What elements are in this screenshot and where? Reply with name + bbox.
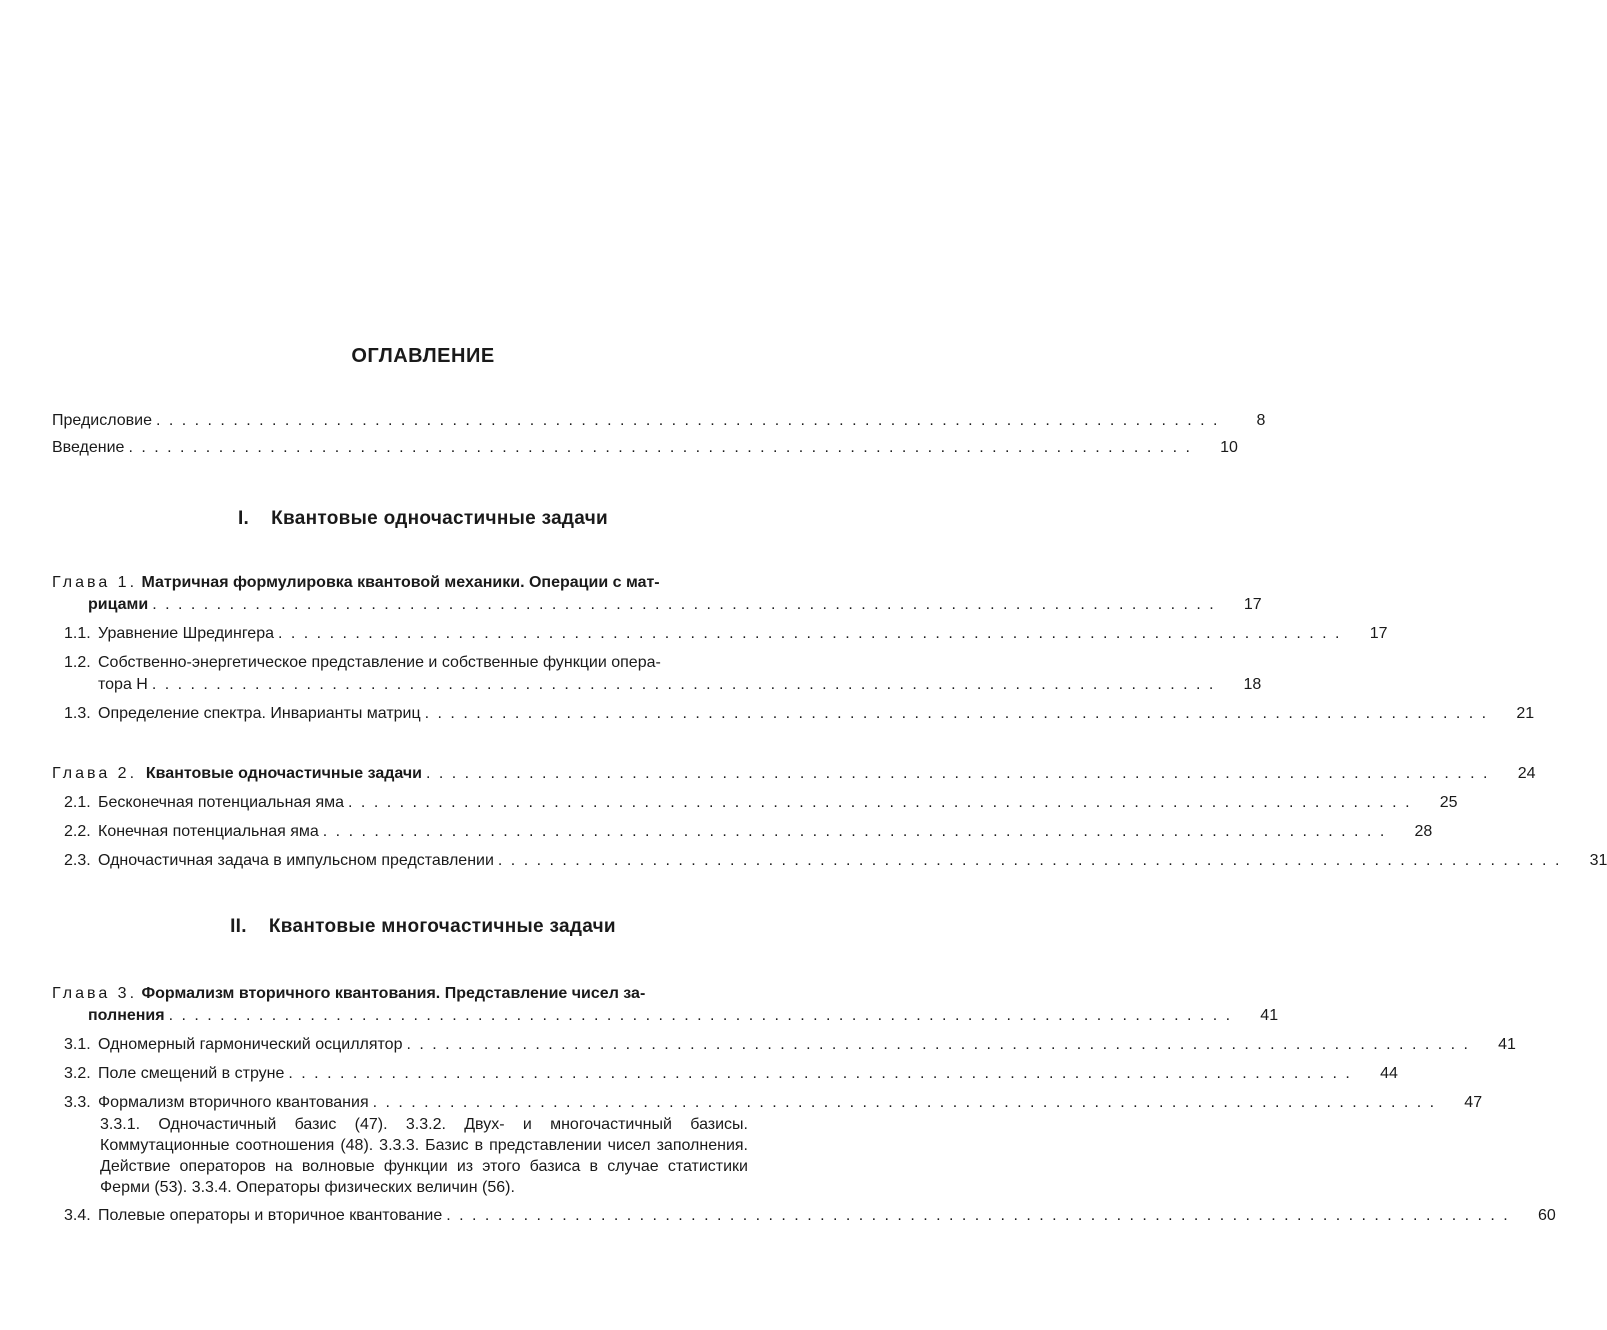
chapter-3 (52, 983, 1556, 1227)
part-title: Квантовые одночастичные задачи (271, 508, 609, 529)
section-title: Поле смещений в струне (98, 1065, 285, 1082)
page-title: ОГЛАВЛЕНИЕ (351, 345, 495, 367)
chapter-heading-cont[interactable]: рицами . . . . . . . . . . . . . . . . . . . . . . . . . . . . . . . . . . . . . . . . . . . . . . . . . . . . . . . . . . . . . . . . . . . . . . . . . . . . . . . . . . . 17 (52, 594, 794, 616)
toc-entry-2-1[interactable]: 2.1. Бесконечная потенциальная яма . . . . . . . . . . . . . . . . . . . . . . . . . . . . . . . . . . . . . . . . . . . . . . . . . . . . . . . . . . . . . . . . . . . . . . . . . . . . . . . . . . . 25 (52, 792, 794, 814)
section-number: 2.3. (64, 852, 91, 869)
section-number: 2.1. (64, 794, 91, 811)
chapter-title-cont: рицами (88, 596, 149, 613)
section-number: 1.2. (64, 654, 91, 671)
section-title: Уравнение Шредингера (98, 625, 274, 642)
section-title: Одномерный гармонический осциллятор (98, 1036, 403, 1053)
part-heading-1 (52, 508, 794, 530)
chapter-prefix: Глава 1. (52, 574, 138, 591)
chapter-title: Матричная формулировка квантовой механики. Операции с мат- (141, 574, 660, 591)
section-title: Определение спектра. Инварианты матриц (98, 705, 421, 722)
section-page: 28 (1414, 823, 1433, 840)
chapter-prefix: Глава 3. (52, 985, 138, 1002)
entry-page: 8 (1256, 412, 1266, 429)
toc-entry-preface[interactable]: Предисловие . . . . . . . . . . . . . . . . . . . . . . . . . . . . . . . . . . . . . . . . . . . . . . . . . . . . . . . . . . . . . . . . . . . . . . . . . . . . . . . . . . . 8 (52, 410, 794, 432)
chapter-heading[interactable]: Глава 2. Квантовые одночастичные задачи . . . . . . . . . . . . . . . . . . . . . . . . . . . . . . . . . . . . . . . . . . . . . . . . . . . . . . . . . . . . . . . . . . . . . . . . . . . . . . . . . . . 24 (52, 763, 794, 785)
chapter-page: 41 (1260, 1007, 1279, 1024)
toc-entry-1-2-cont[interactable]: тора H . . . . . . . . . . . . . . . . . . . . . . . . . . . . . . . . . . . . . . . . . . . . . . . . . . . . . . . . . . . . . . . . . . . . . . . . . . . . . . . . . . . 18 (52, 674, 794, 696)
toc-entry-1-3[interactable]: 1.3. Определение спектра. Инварианты матриц . . . . . . . . . . . . . . . . . . . . . . . . . . . . . . . . . . . . . . . . . . . . . . . . . . . . . . . . . . . . . . . . . . . . . . . . . . . . . . . . . . . 21 (52, 703, 794, 725)
section-title: Одночастичная задача в импульсном представлении (98, 852, 494, 869)
front-matter (52, 410, 1266, 459)
chapter-2 (52, 763, 1607, 872)
chapter-heading[interactable] (52, 983, 794, 1005)
section-title: Бесконечная потенциальная яма (98, 794, 345, 811)
section-number: 1.1. (64, 625, 91, 642)
toc-entry-2-3[interactable]: 2.3. Одночастичная задача в импульсном представлении . . . . . . . . . . . . . . . . . . . . . . . . . . . . . . . . . . . . . . . . . . . . . . . . . . . . . . . . . . . . . . . . . . . . . . . . . . . . . . . . . . . 31 (52, 850, 794, 872)
toc-entry-2-2[interactable]: 2.2. Конечная потенциальная яма . . . . . . . . . . . . . . . . . . . . . . . . . . . . . . . . . . . . . . . . . . . . . . . . . . . . . . . . . . . . . . . . . . . . . . . . . . . . . . . . . . . 28 (52, 821, 794, 843)
section-number: 3.4. (64, 1207, 91, 1224)
chapter-title-cont: полнения (88, 1007, 165, 1024)
section-title: Формализм вторичного квантования (98, 1094, 369, 1111)
toc-entry-3-3[interactable]: 3.3. Формализм вторичного квантования . . . . . . . . . . . . . . . . . . . . . . . . . . . . . . . . . . . . . . . . . . . . . . . . . . . . . . . . . . . . . . . . . . . . . . . . . . . . . . . . . . . 47 (52, 1092, 794, 1114)
section-title: Собственно-энергетическое представление и собственные функции опера- (98, 654, 661, 671)
chapter-heading-cont[interactable]: полнения . . . . . . . . . . . . . . . . . . . . . . . . . . . . . . . . . . . . . . . . . . . . . . . . . . . . . . . . . . . . . . . . . . . . . . . . . . . . . . . . . . . 41 (52, 1005, 794, 1027)
chapter-heading[interactable] (52, 572, 794, 594)
part-title: Квантовые многочастичные задачи (268, 916, 616, 937)
chapter-title: Формализм вторичного квантования. Представление чисел за- (141, 985, 646, 1002)
section-title: Конечная потенциальная яма (98, 823, 319, 840)
section-page: 25 (1439, 794, 1458, 811)
section-page: 47 (1464, 1094, 1483, 1111)
part-heading-2 (52, 916, 794, 938)
section-page: 60 (1537, 1207, 1556, 1224)
toc-entry-3-2[interactable]: 3.2. Поле смещений в струне . . . . . . . . . . . . . . . . . . . . . . . . . . . . . . . . . . . . . . . . . . . . . . . . . . . . . . . . . . . . . . . . . . . . . . . . . . . . . . . . . . . 44 (52, 1063, 794, 1085)
section-title: Полевые операторы и вторичное квантование (98, 1207, 443, 1224)
toc-entry-1-1[interactable]: 1.1. Уравнение Шредингера . . . . . . . . . . . . . . . . . . . . . . . . . . . . . . . . . . . . . . . . . . . . . . . . . . . . . . . . . . . . . . . . . . . . . . . . . . . . . . . . . . . 17 (52, 623, 794, 645)
section-number: 3.2. (64, 1065, 91, 1082)
part-number: I. (237, 508, 250, 529)
chapter-page: 24 (1517, 765, 1536, 782)
toc-entry-3-4[interactable]: 3.4. Полевые операторы и вторичное квантование . . . . . . . . . . . . . . . . . . . . . . . . . . . . . . . . . . . . . . . . . . . . . . . . . . . . . . . . . . . . . . . . . . . . . . . . . . . . . . . . . . . 60 (52, 1205, 794, 1227)
chapter-1 (52, 572, 1535, 725)
section-page: 21 (1516, 705, 1535, 722)
section-page: 44 (1380, 1065, 1398, 1082)
entry-label: Предисловие (52, 412, 152, 429)
section-number: 2.2. (64, 823, 91, 840)
chapter-prefix: Глава 2. (52, 765, 138, 782)
chapter-page: 17 (1243, 596, 1262, 613)
entry-page: 10 (1220, 439, 1238, 456)
subsection-list: 3.3.1. Одночастичный базис (47). 3.3.2. Двух- и многочастичный базисы. Коммутационные соотношения (48). 3.3.3. Базис в представлении чисел заполнения. Действие операторов на волновые функции из этого базиса в случае статистики Ферми (53). 3.3.4. Операторы физических величин (56). (100, 1116, 748, 1196)
toc-entry-1-2[interactable] (52, 652, 794, 674)
section-number: 3.1. (64, 1036, 91, 1053)
section-page: 17 (1369, 625, 1388, 642)
toc-entry-3-1[interactable]: 3.1. Одномерный гармонический осциллятор . . . . . . . . . . . . . . . . . . . . . . . . . . . . . . . . . . . . . . . . . . . . . . . . . . . . . . . . . . . . . . . . . . . . . . . . . . . . . . . . . . . 41 (52, 1034, 794, 1056)
chapter-title: Квантовые одночастичные задачи (145, 765, 422, 782)
section-page: 31 (1589, 852, 1607, 869)
section-title-cont: тора H (98, 676, 148, 693)
section-page: 18 (1243, 676, 1262, 693)
section-page: 41 (1498, 1036, 1516, 1053)
section-number: 1.3. (64, 705, 91, 722)
toc-entry-introduction[interactable]: Введение . . . . . . . . . . . . . . . . . . . . . . . . . . . . . . . . . . . . . . . . . . . . . . . . . . . . . . . . . . . . . . . . . . . . . . . . . . . . . . . . . . . 10 (52, 437, 794, 459)
entry-label: Введение (52, 439, 125, 456)
part-number: II. (230, 916, 247, 937)
section-number: 3.3. (64, 1094, 91, 1111)
